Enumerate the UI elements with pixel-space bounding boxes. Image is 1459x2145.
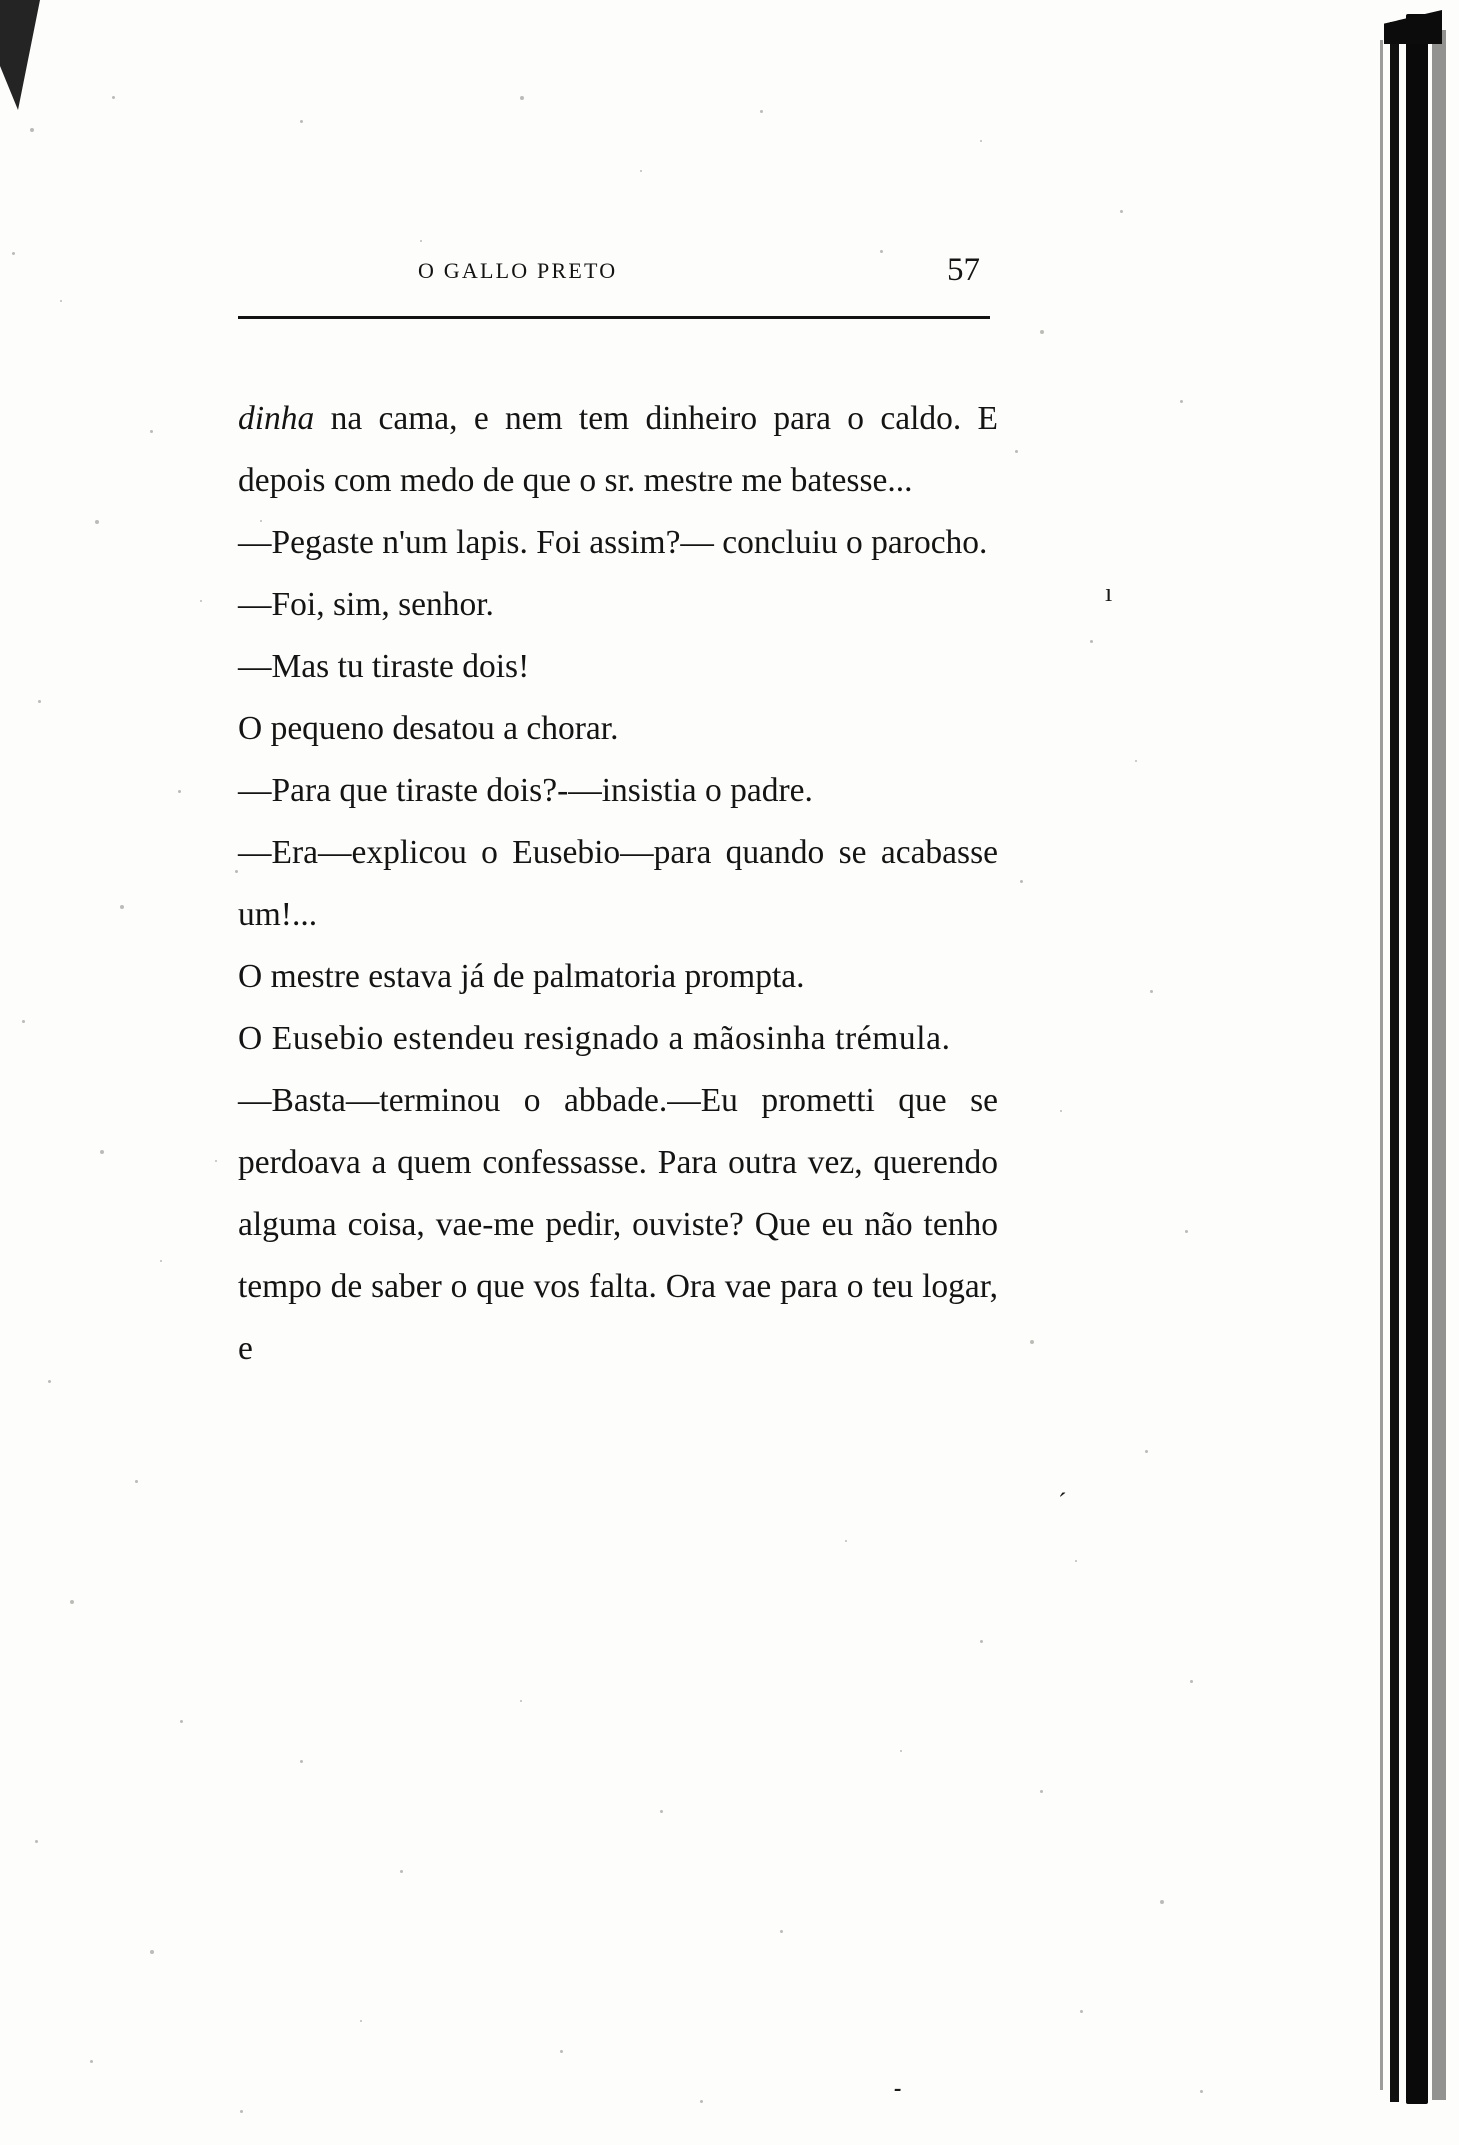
running-title: O GALLO PRETO — [418, 258, 618, 283]
paragraph: —Pegaste n'um lapis. Foi assim?— concluiu o parocho. — [238, 524, 988, 561]
binding-dark-band — [1406, 14, 1428, 2104]
running-head — [238, 252, 998, 304]
margin-apostrophe-mark: ´ — [1058, 1488, 1067, 1517]
paragraph-text: na cama, e nem tem dinheiro para o caldo. E depois com medo de que o sr. mestre me batesse... — [238, 400, 998, 499]
book-binding-edge — [1344, 0, 1459, 2145]
binding-hairline — [1380, 40, 1383, 2090]
bottom-speck-mark: ۔ — [890, 2068, 906, 2097]
paragraph: —Basta—terminou o abbade.—Eu prometti que se perdoava a quem confessasse. Para outra vez, querendo alguma coisa, vae-me pedir, ouviste? Que eu não tenho tempo de saber o que vos falta. Ora vae para o teu logar, e — [238, 1082, 998, 1367]
paragraph — [238, 388, 998, 512]
paragraph: —Mas tu tiraste dois! — [238, 648, 530, 685]
paragraph: O mestre estava já de palmatoria prompta. — [238, 958, 805, 995]
paragraph: —Para que tiraste dois?-—insistia o padre. — [238, 772, 813, 809]
paragraph: —Era—explicou o Eusebio—para quando se acabasse um!... — [238, 834, 998, 933]
paragraph: —Foi, sim, senhor. — [238, 586, 494, 623]
page-number: 57 — [947, 252, 980, 288]
binding-outer-shadow — [1432, 30, 1446, 2100]
paragraph-leading-italic: dinha — [238, 400, 315, 437]
binding-inner-line — [1390, 22, 1399, 2102]
margin-tick-mark: ı — [1105, 578, 1113, 607]
text-column — [238, 252, 998, 1380]
page-corner-smudge — [0, 0, 40, 110]
paragraph: O Eusebio estendeu resignado a mãosinha trémula. — [238, 1020, 951, 1057]
header-rule — [238, 316, 990, 319]
paragraph: O pequeno desatou a chorar. — [238, 710, 619, 747]
body-text — [238, 388, 998, 1380]
